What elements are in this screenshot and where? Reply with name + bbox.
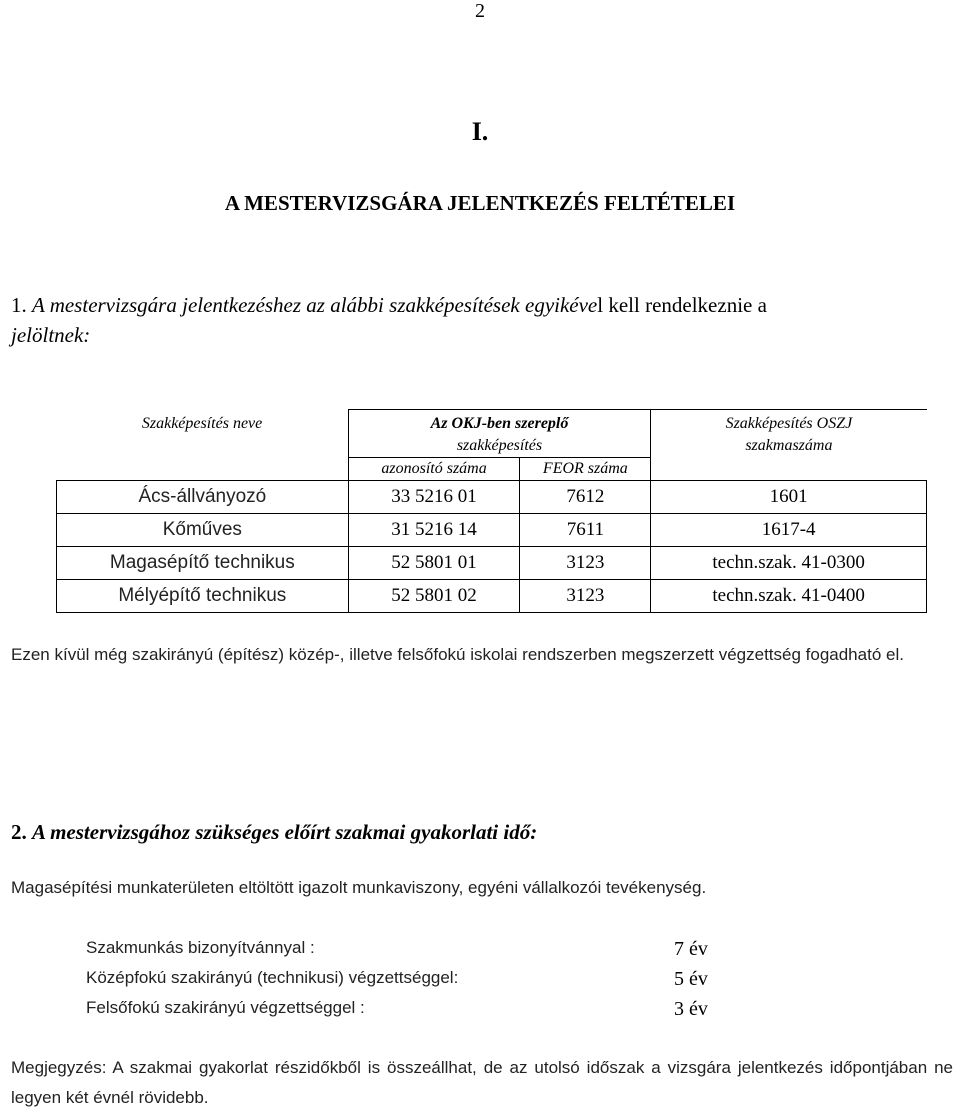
requirement-row	[86, 968, 746, 998]
table-row	[57, 481, 927, 514]
requirement-label: Középfokú szakirányú (technikusi) végzettséggel:	[86, 968, 459, 987]
header-oszj-line1: Szakképesítés OSZJ	[725, 415, 853, 432]
header-okj-group	[348, 410, 651, 458]
section-2-number: 2.	[11, 820, 27, 844]
page-number: 2	[475, 0, 485, 22]
table-row	[57, 514, 927, 547]
section-1-number: 1.	[11, 293, 27, 317]
cell-feor: 7612	[520, 481, 651, 514]
section-2-heading	[11, 820, 537, 845]
section-2-heading-text: A mestervizsgához szükséges előírt szakmai gyakorlati idő:	[32, 820, 538, 844]
section-1-intro	[11, 290, 951, 350]
cell-oszj: techn.szak. 41-0300	[651, 547, 927, 580]
requirement-value: 3 év	[674, 998, 708, 1020]
cell-feor: 3123	[520, 547, 651, 580]
header-okj-line1: Az OKJ-ben szereplő	[430, 415, 569, 432]
cell-oszj: 1617-4	[651, 514, 927, 547]
header-feor: FEOR száma	[520, 458, 651, 481]
qualifications-table	[56, 409, 927, 613]
header-oszj	[651, 410, 927, 481]
table-row	[57, 580, 927, 613]
requirement-value: 5 év	[674, 968, 708, 990]
note-paragraph: Megjegyzés: A szakmai gyakorlat részidőkből is összeállhat, de az utolsó időszak a vizsgára jelentkezés időpontjában ne legyen két évnél rövidebb.	[11, 1058, 953, 1107]
cell-feor: 3123	[520, 580, 651, 613]
section-2-text: Magasépítési munkaterületen eltöltött igazolt munkaviszony, egyéni vállalkozói tevékenység.	[11, 878, 707, 897]
extra-qualifications-paragraph: Ezen kívül még szakirányú (építész) közép-, illetve felsőfokú iskolai rendszerben megszerzett végzettség fogadható el.	[11, 645, 904, 664]
section-1-italic-text: A mestervizsgára jelentkezéshez az alábbi szakképesítések egyikéve	[32, 293, 598, 317]
cell-oszj: 1601	[651, 481, 927, 514]
cell-feor: 7611	[520, 514, 651, 547]
requirement-label: Felsőfokú szakirányú végzettséggel :	[86, 998, 365, 1017]
section-1-normal-text: l kell rendelkeznie a	[597, 293, 767, 317]
cell-okj: 52 5801 01	[348, 547, 520, 580]
cell-okj: 33 5216 01	[348, 481, 520, 514]
header-oszj-line2: szakmaszáma	[745, 437, 833, 454]
header-qualification-name: Szakképesítés neve	[57, 410, 349, 481]
cell-name: Kőműves	[57, 514, 349, 547]
requirement-row	[86, 998, 746, 1028]
section-1-line2: jelöltnek:	[11, 323, 91, 347]
cell-name: Magasépítő technikus	[57, 547, 349, 580]
requirement-value: 7 év	[674, 938, 708, 960]
cell-okj: 31 5216 14	[348, 514, 520, 547]
requirement-row	[86, 938, 746, 968]
table-header-row	[57, 410, 927, 458]
cell-oszj: techn.szak. 41-0400	[651, 580, 927, 613]
requirement-label: Szakmunkás bizonyítvánnyal :	[86, 938, 315, 957]
table-row	[57, 547, 927, 580]
section-roman-numeral: I.	[471, 117, 489, 146]
header-okj-line2: szakképesítés	[456, 437, 543, 454]
page-title: A MESTERVIZSGÁRA JELENTKEZÉS FELTÉTELEI	[224, 191, 736, 215]
cell-okj: 52 5801 02	[348, 580, 520, 613]
cell-name: Ács-állványozó	[57, 481, 349, 514]
cell-name: Mélyépítő technikus	[57, 580, 349, 613]
header-okj-id: azonosító száma	[348, 458, 520, 481]
